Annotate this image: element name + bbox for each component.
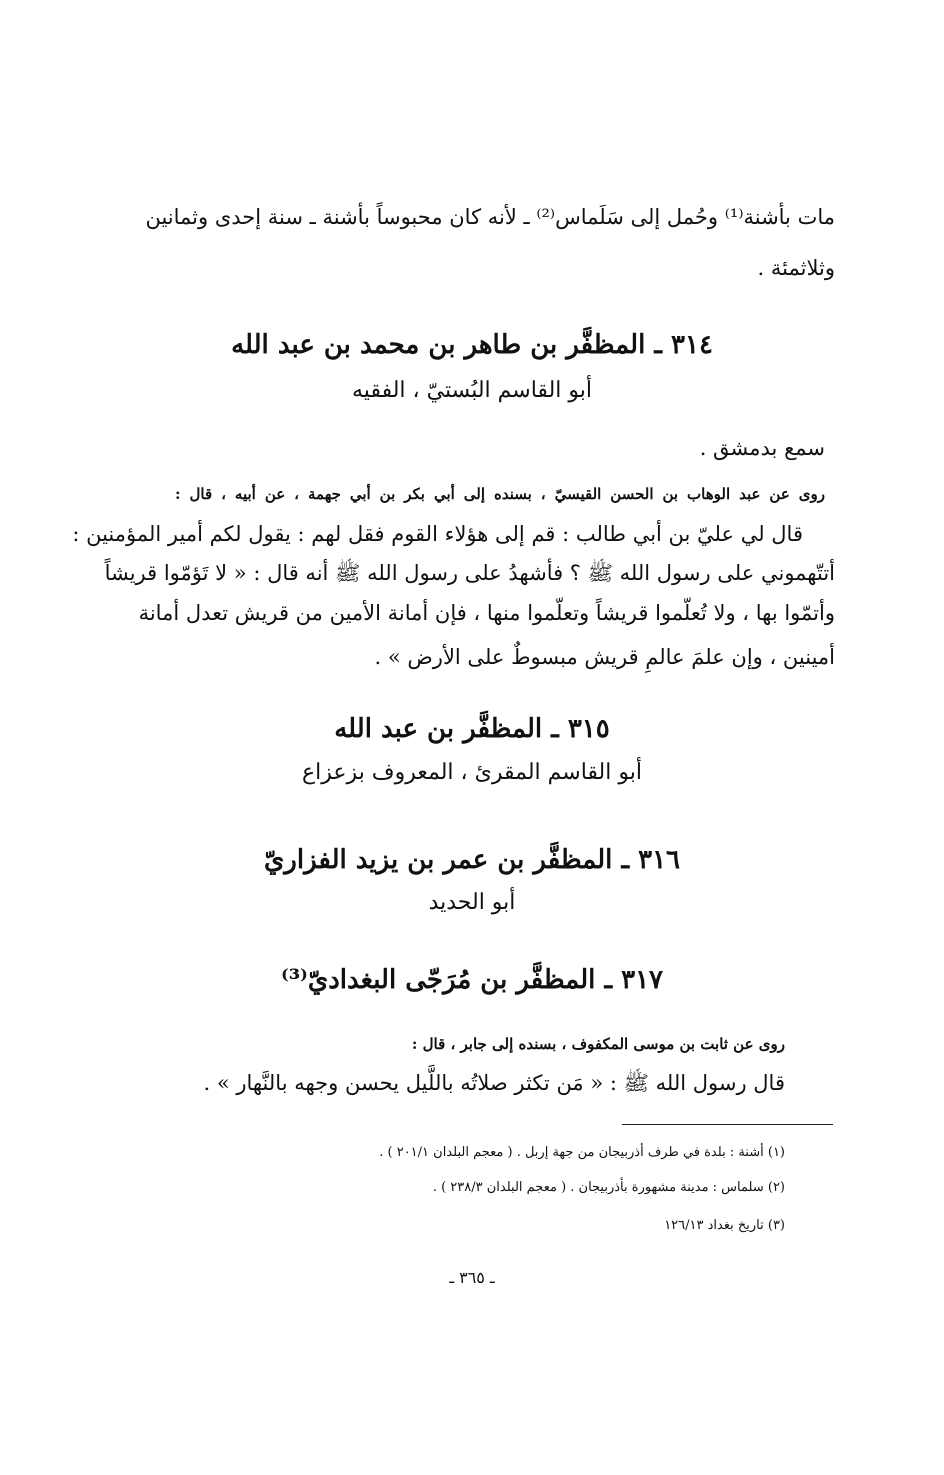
entry-314-isnad: روى عن عبد الوهاب بن الحسن القيسيّ ، بسنده إلى أبي بكر بن أبي جهمة ، عن أبيه ، قال :: [175, 485, 825, 503]
intro-line-2: وثلاثمئة .: [757, 256, 835, 280]
entry-316-heading: ٣١٦ ـ المظفَّر بن عمر بن يزيد الفزاريّ: [263, 845, 681, 875]
entry-314-subtitle: أبو القاسم البُستيّ ، الفقيه: [352, 378, 592, 403]
intro-line-1: مات بأشنة⁽¹⁾ وحُمل إلى سَلَماس⁽²⁾ ـ لأنه كان محبوساً بأشنة ـ سنة إحدى وثمانين: [145, 205, 835, 229]
entry-317-isnad: روى عن ثابت بن موسى المكفوف ، بسنده إلى جابر ، قال :: [411, 1035, 785, 1053]
footnote-separator: [622, 1124, 833, 1125]
entry-314-note: سمع بدمشق .: [699, 436, 825, 460]
entry-314-text-line-1: قال لي عليّ بن أبي طالب : قم إلى هؤلاء القوم فقل لهم : يقول لكم أمير المؤمنين :: [72, 522, 803, 546]
entry-317-text: قال رسول الله ﷺ : « مَن تكثر صلاتُه باللَّيل يحسن وجهه بالنَّهار » .: [203, 1071, 785, 1095]
entry-314-text-line-2: أتتّهموني على رسول الله ﷺ ؟ فأشهدُ على رسول الله ﷺ أنه قال : « لا تَؤمّوا قريشاً: [104, 561, 835, 585]
entry-314-text-line-4: أمينين ، وإن علمَ عالمِ قريش مبسوطٌ على الأرض » .: [374, 645, 835, 669]
footnote-3: (٣) تاريخ بغداد ١٢٦/١٣: [664, 1218, 785, 1233]
entry-315-subtitle: أبو القاسم المقرئ ، المعروف بزعزاع: [302, 760, 642, 785]
entry-315-heading: ٣١٥ ـ المظفَّر بن عبد الله: [334, 714, 610, 744]
entry-314-text-line-3: وأتمّوا بها ، ولا تُعلّموا قريشاً وتعلّموا منها ، فإن أمانة الأمين من قريش تعدل أمانة: [138, 601, 835, 625]
footnote-2: (٢) سلماس : مدينة مشهورة بأذربيجان . ( معجم البلدان ٢٣٨/٣ ) .: [432, 1180, 785, 1195]
entry-316-subtitle: أبو الحديد: [428, 890, 516, 915]
footnote-1: (١) أشنة : بلدة في طرف أذربيجان من جهة إربل . ( معجم البلدان ٢٠١/١ ) .: [379, 1145, 785, 1160]
entry-317-heading: ٣١٧ ـ المظفَّر بن مُرَجّى البغداديّ⁽³⁾: [280, 965, 664, 995]
page-number: ـ ٣٦٥ ـ: [449, 1268, 495, 1287]
entry-314-heading: ٣١٤ ـ المظفَّر بن طاهر بن محمد بن عبد الله: [231, 330, 713, 360]
